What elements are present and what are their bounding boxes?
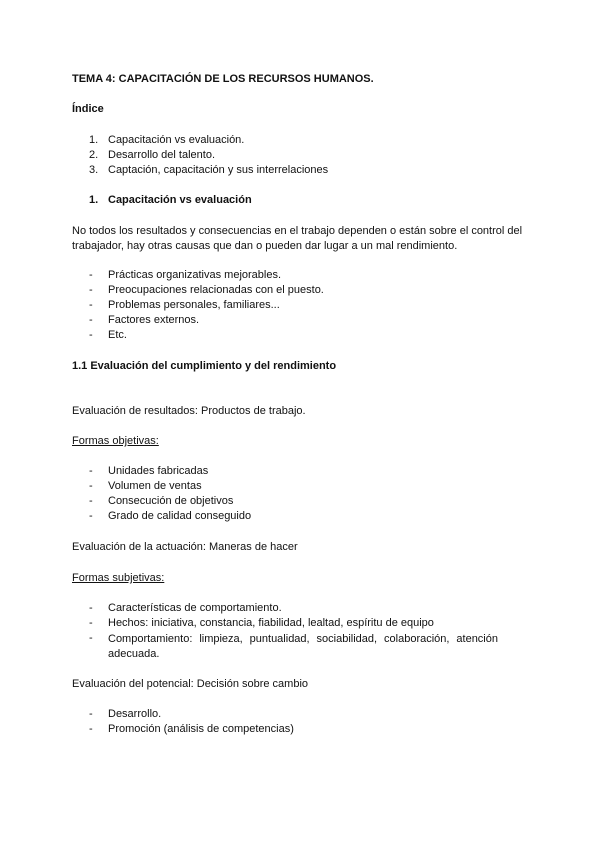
potential-item-text: Promoción (análisis de competencias) <box>108 723 294 735</box>
bullet-dash: - <box>89 269 93 281</box>
index-heading: Índice <box>72 103 104 115</box>
index-item-text: Desarrollo del talento. <box>108 149 216 161</box>
cause-item <box>0 329 600 344</box>
index-item-number: 1. <box>89 134 99 146</box>
cause-text: Factores externos. <box>108 314 200 326</box>
cause-item <box>0 314 600 329</box>
bullet-dash: - <box>89 708 93 720</box>
objective-forms-label: Formas objetivas: <box>72 435 159 447</box>
bullet-dash: - <box>89 329 93 341</box>
potential-item <box>0 708 600 723</box>
objective-form-item <box>0 480 600 495</box>
index-item <box>0 134 600 149</box>
section-1-1-heading: 1.1 Evaluación del cumplimiento y del rendimiento <box>72 360 337 372</box>
cause-text: Problemas personales, familiares... <box>108 299 280 311</box>
subjective-form-item <box>0 617 600 632</box>
objective-form-item <box>0 465 600 480</box>
potential-item <box>0 723 600 738</box>
cause-item <box>0 284 600 299</box>
bullet-dash: - <box>89 480 93 492</box>
cause-text: Preocupaciones relacionadas con el puesto. <box>108 284 324 296</box>
objective-form-item <box>0 510 600 525</box>
bullet-dash: - <box>89 510 93 522</box>
index-item-text: Capacitación vs evaluación. <box>108 134 245 146</box>
potential-item-text: Desarrollo. <box>108 708 162 720</box>
document-title: TEMA 4: CAPACITACIÓN DE LOS RECURSOS HUMANOS. <box>72 73 374 85</box>
cause-item <box>0 299 600 314</box>
subjective-form-text: Hechos: iniciativa, constancia, fiabilidad, lealtad, espíritu de equipo <box>108 617 434 629</box>
objective-form-text: Unidades fabricadas <box>108 465 209 477</box>
index-item-text: Captación, capacitación y sus interrelaciones <box>108 164 329 176</box>
bullet-dash: - <box>89 284 93 296</box>
cause-item <box>0 269 600 284</box>
cause-text: Prácticas organizativas mejorables. <box>108 269 282 281</box>
subjective-form-text: Características de comportamiento. <box>108 602 282 614</box>
objective-form-text: Volumen de ventas <box>108 480 202 492</box>
bullet-dash: - <box>89 632 93 644</box>
subjective-form-item <box>0 602 600 617</box>
objective-form-item <box>0 495 600 510</box>
section-1-number: 1. <box>89 194 99 206</box>
intro-paragraph: No todos los resultados y consecuencias en el trabajo dependen o están sobre el control del trabajador, hay otras causas que dan o pueden dar lugar a un mal rendimiento. <box>72 225 523 252</box>
bullet-dash: - <box>89 299 93 311</box>
subjective-form-text: Comportamiento: limpieza, puntualidad, sociabilidad, colaboración, atención adecuada. <box>108 633 498 660</box>
bullet-dash: - <box>89 465 93 477</box>
objective-form-text: Consecución de objetivos <box>108 495 234 507</box>
section-1-heading <box>0 194 600 209</box>
subjective-forms-label: Formas subjetivas: <box>72 572 165 584</box>
index-item-number: 3. <box>89 164 99 176</box>
potential-evaluation: Evaluación del potencial: Decisión sobre cambio <box>72 678 309 690</box>
results-evaluation: Evaluación de resultados: Productos de trabajo. <box>72 405 306 417</box>
section-1-title: Capacitación vs evaluación <box>108 194 252 206</box>
bullet-dash: - <box>89 723 93 735</box>
bullet-dash: - <box>89 617 93 629</box>
cause-text: Etc. <box>108 329 127 341</box>
index-item-number: 2. <box>89 149 99 161</box>
subjective-form-item <box>0 632 600 662</box>
objective-form-text: Grado de calidad conseguido <box>108 510 252 522</box>
bullet-dash: - <box>89 314 93 326</box>
bullet-dash: - <box>89 602 93 614</box>
bullet-dash: - <box>89 495 93 507</box>
index-item <box>0 164 600 179</box>
index-item <box>0 149 600 164</box>
performance-evaluation: Evaluación de la actuación: Maneras de hacer <box>72 541 298 553</box>
